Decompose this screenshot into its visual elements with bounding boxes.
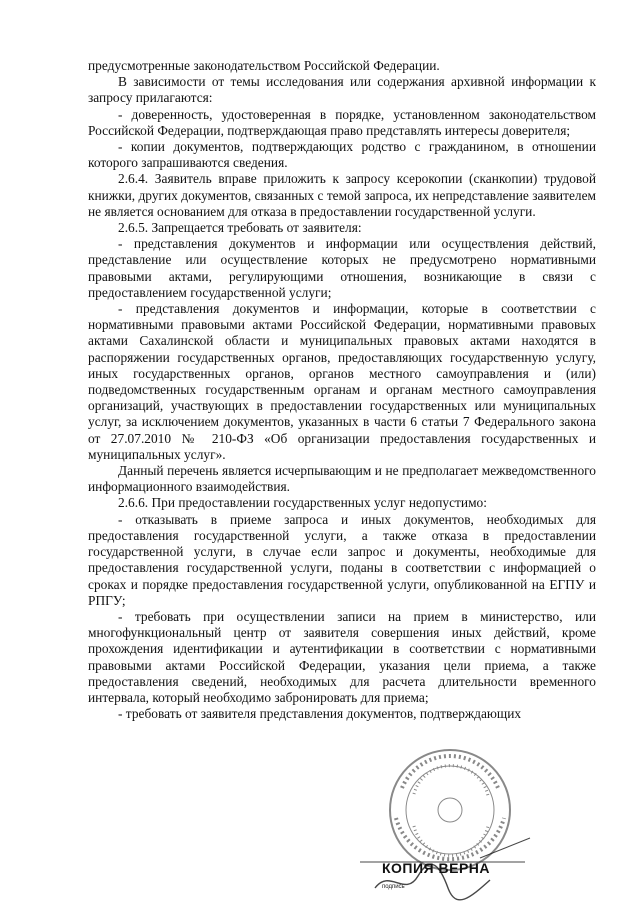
paragraph-11: - требовать при осуществлении записи на прием в министерство, или многофункциональный центр от заявителя совершения иных действий, кроме прохождения идентификации и аутентификации в соответствии с нормативными правовыми актами Российской Федерации, указания цели приема, а также предоставления сведений, необходимых для расчета длительности временного интервала, который необходимо забронировать для приема;: [88, 608, 596, 705]
copy-verified-label: КОПИЯ ВЕРНА: [382, 860, 491, 876]
paragraph-9: 2.6.6. При предоставлении государственных услуг недопустимо:: [118, 495, 487, 511]
paragraph-12: - требовать от заявителя представления документов, подтверждающих: [118, 706, 522, 722]
round-seal-icon: [330, 748, 630, 905]
document-body: [88, 58, 596, 722]
paragraph-4: 2.6.4. Заявитель вправе приложить к запросу ксерокопии (сканкопии) трудовой книжки, других документов, связанных с темой запроса, их непредставление заявителем не является основанием для отказа в предоставлении государственной услуги.: [88, 171, 596, 219]
signature-label: подпись: [382, 884, 405, 890]
paragraph-8: Данный перечень является исчерпывающим и не предполагает межведомственного информационного взаимодействия.: [88, 463, 596, 495]
paragraph-6: - представления документов и информации или осуществления действий, представление или осуществление которых не предусмотрено нормативными правовыми актами, регулирующими отношения, возникающие в связи с предоставлением государственной услуги;: [88, 236, 596, 300]
paragraph-2: - доверенность, удостоверенная в порядке, установленном законодательством Российской Федерации, подтверждающая право представлять интересы доверителя;: [88, 106, 596, 138]
certification-stamp: [330, 748, 630, 905]
paragraph-7: - представления документов и информации, которые в соответствии с нормативными правовыми актами Российской Федерации, нормативными правовых актами Сахалинской области и муниципальных правовых актами находятся в распоряжении государственных органов, предоставляющих государственную услугу, иных государственных органов, органов местного самоуправления и (или) подведомственных государственным органам и органам местного самоуправления организаций, участвующих в предоставлении государственных или муниципальных услуг, за исключением документов, указанных в части 6 статьи 7 Федерального закона от 27.07.2010 № 210-ФЗ «Об организации предоставления государственных и муниципальных услуг».: [88, 301, 596, 462]
paragraph-1: В зависимости от темы исследования или содержания архивной информации к запросу прилагаются:: [88, 74, 596, 106]
paragraph-5: 2.6.5. Запрещается требовать от заявителя:: [118, 220, 362, 236]
paragraph-10: - отказывать в приеме запроса и иных документов, необходимых для предоставления государственной услуги, а также отказа в предоставлении государственной услуги, в случае если запрос и документы, необходимые для предоставления государственной услуги, поданы в соответствии с информацией о сроках и порядке предоставления государственной услуги, опубликованной на ЕГПУ и РПГУ;: [88, 511, 596, 608]
paragraph-0: предусмотренные законодательством Российской Федерации.: [88, 58, 440, 73]
paragraph-3: - копии документов, подтверждающих родство с гражданином, в отношении которого запрашиваются сведения.: [88, 139, 596, 171]
